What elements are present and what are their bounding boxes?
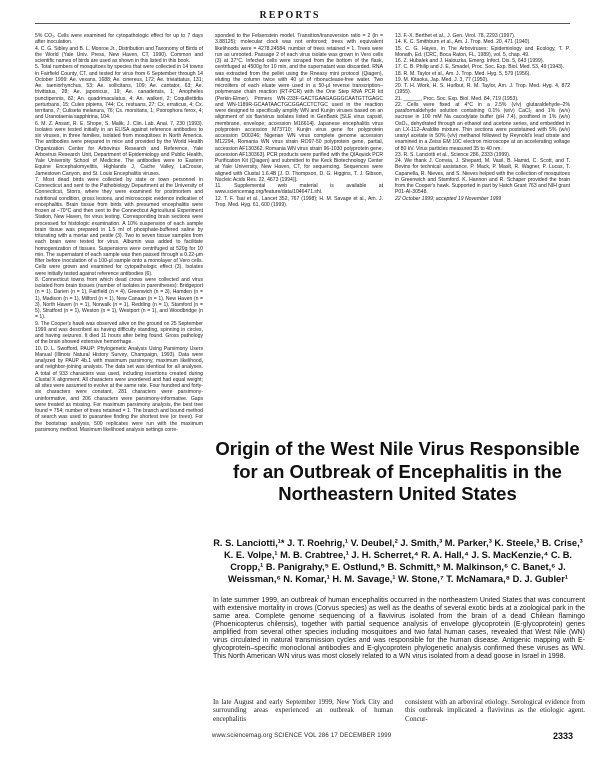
reference-item: 14. K. C. Smithburn et al., Am. J. Trop. Med. 20, 471 (1940). [395,39,531,46]
reference-item: 19. M. Kitaoka, Jap. Med. J. 3, 77 (1950). [395,76,489,83]
reference-item: 12. T. F. Tsai et al., Lancet 352, 767 (1998); H. M. Savage et al., Am. J. Trop. Med. Hyg. 61, 600 (1999). [215,195,383,208]
reference-item: 6. M. Z. Ansari, R. E. Shope, S. Malik, J. Clin. Lab. Anal. 7, 230 (1993). Isolates were tested initially in an ELISA against reference antibodies to six viruses, in three families, isolated from mosquitoes in North America. The antibodies were prepared in mice and provided by the World Health Organization Center for Arbovirus Research and Reference, Yale Arbovirus Research Unit, Department of Epidemiology and Public Health, Yale University School of Medicine. The antibodies were to Eastern Equine Encephalomyelitis, Highlands J, Cache Valley, LaCrosse, Jamestown Canyon, and St. Louis Encephalitis viruses. [35,120,203,177]
header-rule [35,23,570,24]
references-column-2 [215,33,383,208]
reference-text: sponded to the Felsenstein model. Transition/transversion ratio = 2 (ln = 3.88125); molecular clock was not enforced; trees with equivalent likelihoods were = 4278.24584. number of trees retained = 1. Trees were run as unrooted. Passage 2 of each virus isolate was grown in Vero cells (3) at 37°C. Infected cells were scraped from the bottom of the flask, centrifuged at 4500g for 10 min, and the supernatant was discarded. RNA was extracted from the pellet using the Rneasy mini protocol (Qiagen), eluting the column twice with 40 μl of ribonuclease-free water. Two microliters of each eluate were used in a 50-μl reverse transcription–polymerase chain reaction (RT-PCR) with the One Step RNA PCR kit (Perkin-Elmer). Primers WN-233F-GACTGAAGAGGGCAATGTTGAGC and WN-1189R-GCAATAACTGCGGACCTCTGC used in the reaction were designed to specifically amplify WN and Kunjin viruses based on an alignment of six flavivirus isolates listed in GenBank [SLE virus capsid, membrane, envelope; accession M16614]. Japanese encephalitis virus polyprotein accession M73710; Kunjin virus gene for polyprotein accession D00246; Nigerian WN virus complete genome accession M12294, Romania WN virus strain RO97-50 polyprotein gene, partial, accession AF130362. Romania WN virus strain 96-1030 polyprotein gene, accession AF130363]. PCR products were purified with the QIAquick PCR Purification Kit (Qiagen) and submitted to the Keck Biotechnology Center at Yale University, New Haven, CT, for sequencing. Sequences were aligned with Clustal 1.6.4B [J. D. Thompson, D. G. Higgins, T. J. Gibson, Nucleic Acids Res. 22, 4673 (1994)]. [215,33,383,183]
reference-item: 24. We thank J. Correia, J. Shepard, M. Vasil, B. Hamid, C. Scott, and T. Bevins for technical assistance. P. Mack, P. Maslt, R. Wagner, P. Lucas, T. Capanella, R. Nieves, and S. Nieves helped with the collection of mosquitoes in Greenwich and Stamford. K. Hannon and R. Schaper provided the brain from the Cooper's hawk. Supported in part by Hatch Grant 763 and NIH grant P01-AI-30548. [395,158,570,196]
reference-item: 20. T. H. Work, H. S. Hurlbut, R. M. Taylor, Am. J. Trop. Med. Hyg. 4, 872 (1955). [395,83,570,96]
reference-item: 4. C. G. Sibley and B. L. Monroe Jr., Distribution and Taxonomy of Birds of the World (Yale Univ. Press, New Haven, CT, 1990). Common and scientific names of birds are used as shown in this listed in this book. [35,45,203,64]
reference-item: 15. C. G. Hayes, in The Arboviruses: Epidemiology and Ecology, T. P. Monath, Ed. (CRC, Boca Raton, FL, 1989), vol. 5, chap. 49. [395,45,570,58]
reference-item: 17. C. B. Philip and J. E. Smadel, Proc. Soc. Exp. Biol. Med. 53, 49 (1943). [395,64,565,71]
reference-item: 13. F.-X. Berthet et al., J. Gen. Virol. 78, 2293 (1997). [395,33,516,39]
reference-item: 11. Supplemental web material is available at www.sciencemag.org/feature/data/1046471.shl. [215,183,383,196]
reference-item: 8. Connecticut towns from which dead crows were collected and virus isolated from brain tissues (number of isolates in parentheses): Bridgeport (n = 1), Darien (n = 1), Fairfield (n = 4), Greenwich (n = 3), Hamden (n = 1), Madison (n = 1), Milford (n = 1), New Canaan (n = 1), New Haven (n = 3), North Haven (n = 1), Norwalk (n = 1), Redding (n = 1), Stamford (n = 5), Stratford (n = 1), Weston (n = 1), Westport (n = 1), and Woodbridge (n = 1). [35,276,203,321]
reference-item: 22. Cells were fixed at 4°C in a 2.5% (v/v) glutaraldehyde–2% paraformaldehyde solution containing 0.1% (w/v) CaCl₂ and 1% (w/v) sucrose in 100 mM Na cacodylate buffer (pH 7.4), postfixed in 1% (w/v) OsO₄, dehydrated through an ethanol and acetone series, and embedded in an LX-112–Araldite mixture. Thin sections were poststained with 5% (w/v) uranyl acetate in 50% (v/v) methanol followed by Reynold's lead citrate and examined in a Zeiss EM 10C electron microscope at an accelerating voltage of 80 kV. Virus particles measured 35 to 40 nm. [395,101,570,152]
reference-item: 16. Z. Hubalek and J. Halouzka, Emerg. Infect. Dis. 5, 643 (1999). [395,58,544,64]
author-list: R. S. Lanciotti,¹* J. T. Roehrig,¹ V. Deubel,² J. Smith,³ M. Parker,³ K. Steele,³ B. Crise,³ K. E. Volpe,¹ M. B. Crabtree,¹ J. H. Scherret,⁴ R. A. Hall,⁴ J. S. MacKenzie,⁴ C. B. Cropp,¹ B. Panigrahy,⁵ E. Ostlund,⁵ B. Schmitt,⁵ M. Malkinson,⁶ C. Banet,⁶ J. Weissman,⁶ N. Komar,¹ H. M. Savage,¹ W. Stone,⁷ T. McNamara,⁸ D. J. Gubler¹ [213,538,583,584]
body-text-right: consistent with an arboviral etiology. Serological evidence from this outbreak implicated a flavivirus as the etiologic agent. Concur- [405,698,585,723]
reference-item: 9. The Cooper's hawk was observed alive on the ground on 25 September 1999 and was described as having difficulty standing, spinning in circles, and having seizures. It died 11 hours after being found. Gross pathology of the brain showed extensive hemorrhage. [35,320,203,346]
running-footer: www.sciencemag.org SCIENCE VOL 286 17 DECEMBER 1999 [212,733,392,739]
body-text-left: In late August and early September 1999, New York City and surrounding areas experienced an outbreak of human encephalitis [213,698,393,723]
article-title: Origin of the West Nile Virus Responsible for an Outbreak of Encephalitis in the Northeastern United States [215,438,580,504]
abstract: In late summer 1999, an outbreak of human encephalitis occurred in the northeastern United States that was concurrent with extensive mortality in crows (Corvus species) as well as the deaths of several exotic birds at a zoological park in the same area. Complete genome sequencing of a flavivirus isolated from the brain of a dead Chilean flamingo (Phoenicopterus chilensis), together with partial sequence analysis of envelope glycoprotein (E-glycoprotein) genes amplified from several other species including mosquitoes and two fatal human cases, revealed that West Nile (WN) virus circulated in natural transmission cycles and was responsible for the human disease. Antigenic mapping with E-glycoprotein–specific monoclonal antibodies and E-glycoprotein phylogenetic analysis confirmed these viruses as WN. This North American WN virus was most closely related to a WN virus isolated from a dead goose in Israel in 1998. [213,597,585,661]
references-column-3 [395,33,570,202]
reference-item: 10. D. L. Swofford, PAUP: Phylogenetic Analysis Using Parsimony Users Manual (Illinois Natural History Survey, Champaign, 1993). Data were analyzed by PAUP 4b.1 with maximum parsimony, maximum likelihood, and neighbor-joining analysis. The data set was identical for all analyses. A total of 933 characters was used, including insertions created during Clustal X alignment. All characters were unordered and had equal weight; all sites were assumed to evolve at the same rate. Four hundred and forty-six characters were constant, 281 characters were parsimony-uninformative, and 206 characters were parsimony-informative. Gaps were treated as missing. For maximum parsimony analysis, the best tree found = 754; number of trees retained = 1. The branch and bound method of search was used to guarantee finding the shortest tree (or trees). For the bootstrap analysis, 500 replicates were run with the maximum parsimony method. Maximum likelihood analysis settings corre- [35,345,203,433]
section-header: REPORTS [259,10,321,21]
reference-item: 23. R. S. Lanciotti et al., Science 286, 2333 (1999). [395,151,511,158]
reference-text: 5% CO₂. Cells were examined for cytopathologic effect for up to 7 days after inoculation. [35,33,203,46]
reference-item: 5. Total numbers of mosquitoes by species that were collected in 14 towns in Fairfield County, CT, and tested for virus from 6 September through 14 October 1999: Ae. vexans, 1688; Ae. cinereus, 172; Ae. triviattatus, 131; Ae. taeniorhynchus, 53; Ae. sollicitans, 109; Ae. cantator, 63; Ae. trivittatus, 28; Ae. japonicus, 19; Ae. canadensis, 1; Anopheles punctipennis, 82; An. quadrimaculatus, 4; An. walkeri, 2; Coquillettidia perturbans, 15; Culex pipiens, 744; Cx. restuans, 27; Cx. erraticus, 4; Cx. territans, 7; Culiseta melanura, 76; Cs. morsitans, 1; Psorophora ferox, 4; and Uranotaenia sapphirina, 104. [35,64,203,121]
reference-item: 7. Most dead birds were collected by state or town personnel in Connecticut and sent to the Pathobiology Department at the University of Connecticut, Storrs, where they were examined for postmortem and nutritional condition, gross lesions, and microscopic evidence indicative of encephalitis. Brain tissue from birds with presumed encephalitis were frozen at −70°C and then sent to the Connecticut Agricultural Experiment Station, New Haven, for virus testing. Corresponding brain sections were processed for histologic examination. A 10% suspension of each sample brain tissue was prepared in 1.5 ml of phosphate-buffered saline by triturating with a mortar and pestle (3). Two to seven tissue samples from each brain were tested for virus. Albumin was added to facilitate homogenization of tissues. Suspensions were centrifuged at 520g for 10 min. The supernatant of each sample was then passed through a 0.22-μm filter before inoculation of a 100-μl sample onto a monolayer of Vero cells. Cells were grown and examined for cytopathologic effect (3). Isolates were initially tested against reference antibodies (6). [35,176,203,277]
reference-item: 18. R. M. Taylor et al., Am. J. Trop. Med. Hyg. 5, 579 (1956). [395,70,531,77]
page-number: 2333 [553,731,574,741]
references-column-1 [35,33,203,433]
submission-dates: 22 October 1999; accepted 19 November 1999 [395,195,502,202]
reference-item: 21. ______, Proc. Soc. Exp. Biol. Med. 84, 719 (1953). [395,95,519,102]
